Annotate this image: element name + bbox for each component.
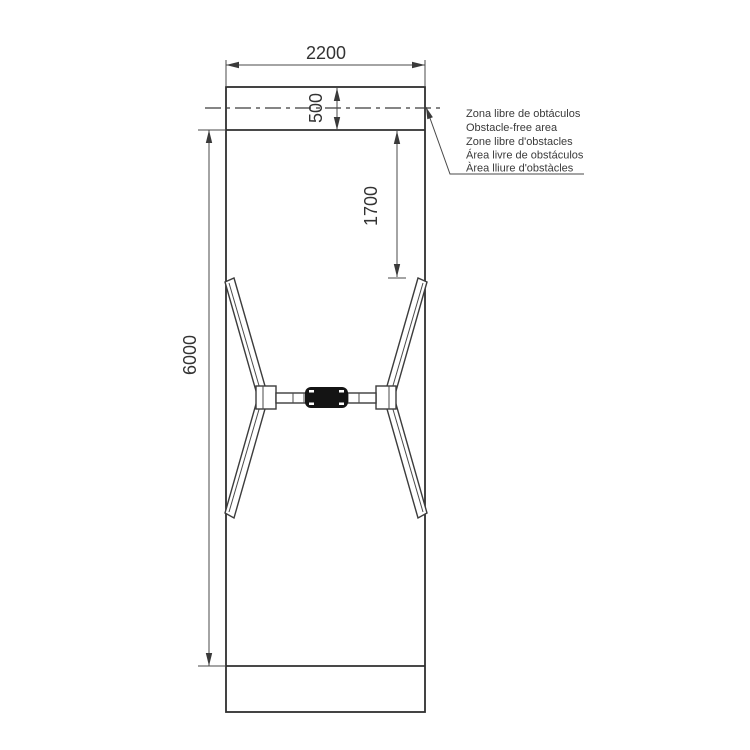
annotation-line-es: Zona libre de obtáculos	[466, 108, 581, 120]
seat-mark	[309, 403, 314, 406]
arrowhead-up-icon	[206, 130, 212, 143]
arrowhead-right-icon	[412, 62, 425, 68]
dimension-width	[226, 43, 425, 87]
leader-arrowhead-icon	[426, 107, 433, 119]
dimension-clearance-label: 500	[306, 92, 326, 124]
arrowhead-left-icon	[226, 62, 239, 68]
seat-mark	[309, 390, 314, 393]
annotation-line-pt: Área livre de obstáculos	[466, 149, 584, 162]
dimension-length-label: 6000	[180, 334, 200, 376]
seat-mark	[339, 403, 344, 406]
junction-right	[376, 386, 396, 409]
annotation-callout	[426, 107, 584, 175]
annotation-line-en: Obstacle-free area	[466, 122, 558, 134]
dimension-length	[180, 130, 226, 666]
annotation-line-ca: Àrea lliure d'obstàcles	[466, 162, 574, 175]
seat-mark	[339, 390, 344, 393]
arrowhead-down-icon	[206, 653, 212, 666]
annotation-line-fr: Zone libre d'obstacles	[466, 136, 573, 148]
dimension-offset-label: 1700	[361, 185, 381, 227]
dimension-width-label: 2200	[305, 43, 347, 63]
junction-left	[256, 386, 276, 409]
